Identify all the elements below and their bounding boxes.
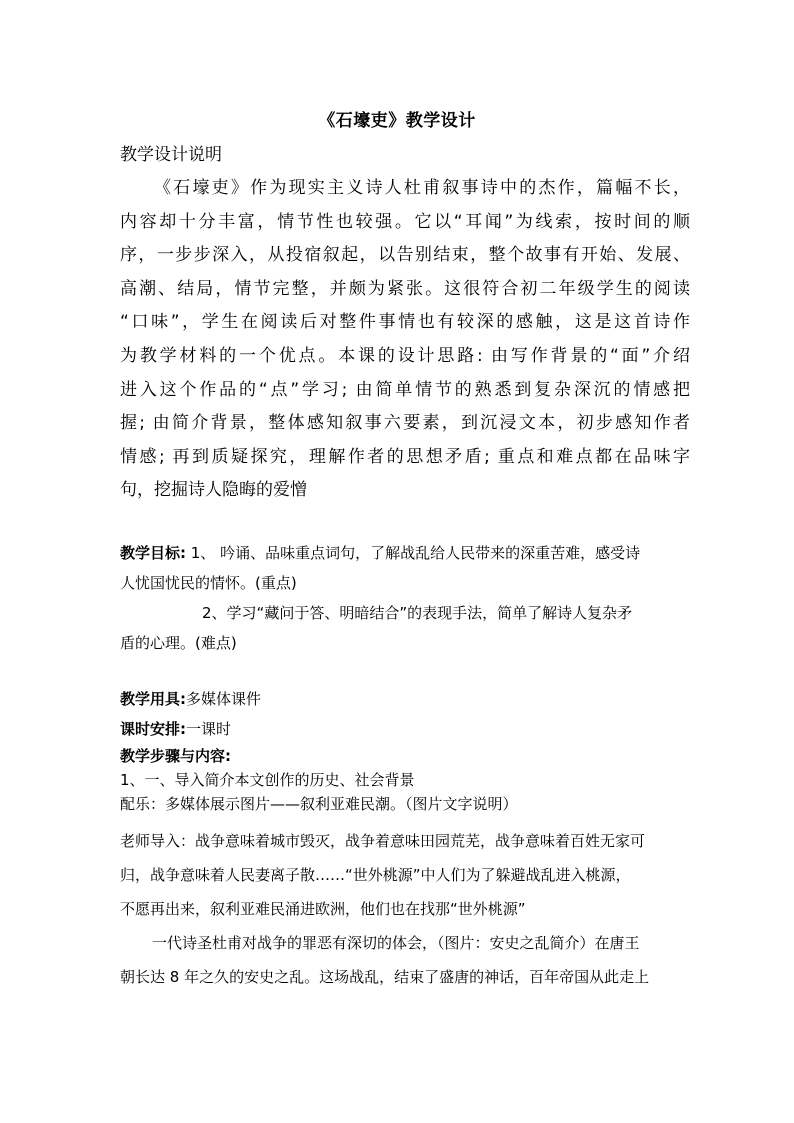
paragraph-line: 《石壕吏》作为现实主义诗人杜甫叙事诗中的杰作，篇幅不长， xyxy=(154,178,690,198)
schedule-label: 课时安排: xyxy=(120,720,186,738)
paragraph-line: 序，一步步深入，从投宿叙起，以告别结束，整个故事有开始、发展、 xyxy=(120,245,690,266)
paragraph-line: 高潮、结局，情节完整，并颇为紧张。这很符合初二年级学生的阅读 xyxy=(120,278,690,299)
schedule-value: 一课时 xyxy=(186,720,232,738)
paragraph-line: 为教学材料的一个优点。本课的设计思路: 由写作背景的“面”介绍 xyxy=(120,345,690,366)
document-title: 《石壕吏》教学设计 xyxy=(318,111,476,131)
teaching-goals xyxy=(120,538,690,658)
teaching-steps xyxy=(120,744,690,816)
goal-1-text: 1、 吟诵、品味重点词句，了解战乱给人民带来的深重苦难，感受诗 xyxy=(186,544,641,562)
paragraph-line: 内容却十分丰富，情节性也较强。它以“耳闻”为线索，按时间的顺 xyxy=(120,211,690,232)
steps-label: 教学步骤与内容: xyxy=(120,747,231,765)
poet-line: 朝长达 8 年之久的安史之乱。这场战乱，结束了盛唐的神话，百年帝国从此走上 xyxy=(120,968,650,986)
goal-1-line-1 xyxy=(120,538,690,568)
paragraph-line: “口味”，学生在阅读后对整件事情也有较深的感触，这是这首诗作 xyxy=(120,312,690,333)
step-1: 1、一、导入简介本文创作的历史、社会背景 xyxy=(120,771,415,789)
goals-label: 教学目标: xyxy=(120,544,186,562)
goal-1-line-2: 人忧国忧民的情怀。(重点) xyxy=(120,574,297,592)
class-schedule xyxy=(120,714,690,744)
paragraph-line: 句，挖掘诗人隐晦的爱憎 xyxy=(120,480,307,501)
teacher-line: 老师导入：战争意味着城市毁灭，战争着意味田园荒芜，战争意味着百姓无家可 xyxy=(120,832,646,850)
design-notes-paragraph xyxy=(120,172,690,508)
goal-2-line-2: 盾的心理。(难点) xyxy=(120,634,237,652)
teacher-line: 不愿再出来，叙利亚难民涌进欧洲，他们也在找那“世外桃源” xyxy=(120,900,526,918)
poet-context xyxy=(120,926,690,994)
paragraph-line: 情感; 再到质疑探究，理解作者的思想矛盾; 重点和难点都在品味字 xyxy=(120,446,690,467)
paragraph-line: 握; 由简介背景，整体感知叙事六要素，到沉浸文本，初步感知作者 xyxy=(120,413,690,434)
poet-line: 一代诗圣杜甫对战争的罪恶有深切的体会，（图片：安史之乱简介）在唐王 xyxy=(152,934,640,952)
teaching-tools xyxy=(120,684,690,714)
goal-2-line-1: 2、学习“藏问于答、明暗结合”的表现手法，简单了解诗人复杂矛 xyxy=(202,604,633,622)
tools-label: 教学用具: xyxy=(120,690,186,708)
paragraph-line: 进入这个作品的“点”学习; 由简单情节的熟悉到复杂深沉的情感把 xyxy=(120,379,690,400)
music-note: 配乐：多媒体展示图片——叙利亚难民潮。（图片文字说明） xyxy=(120,795,518,813)
design-notes-heading: 教学设计说明 xyxy=(120,145,222,165)
teacher-line: 归，战争意味着人民妻离子散……“世外桃源”中人们为了躲避战乱进入桃源， xyxy=(120,866,631,884)
tools-value: 多媒体课件 xyxy=(186,690,262,708)
teacher-intro xyxy=(120,824,690,926)
